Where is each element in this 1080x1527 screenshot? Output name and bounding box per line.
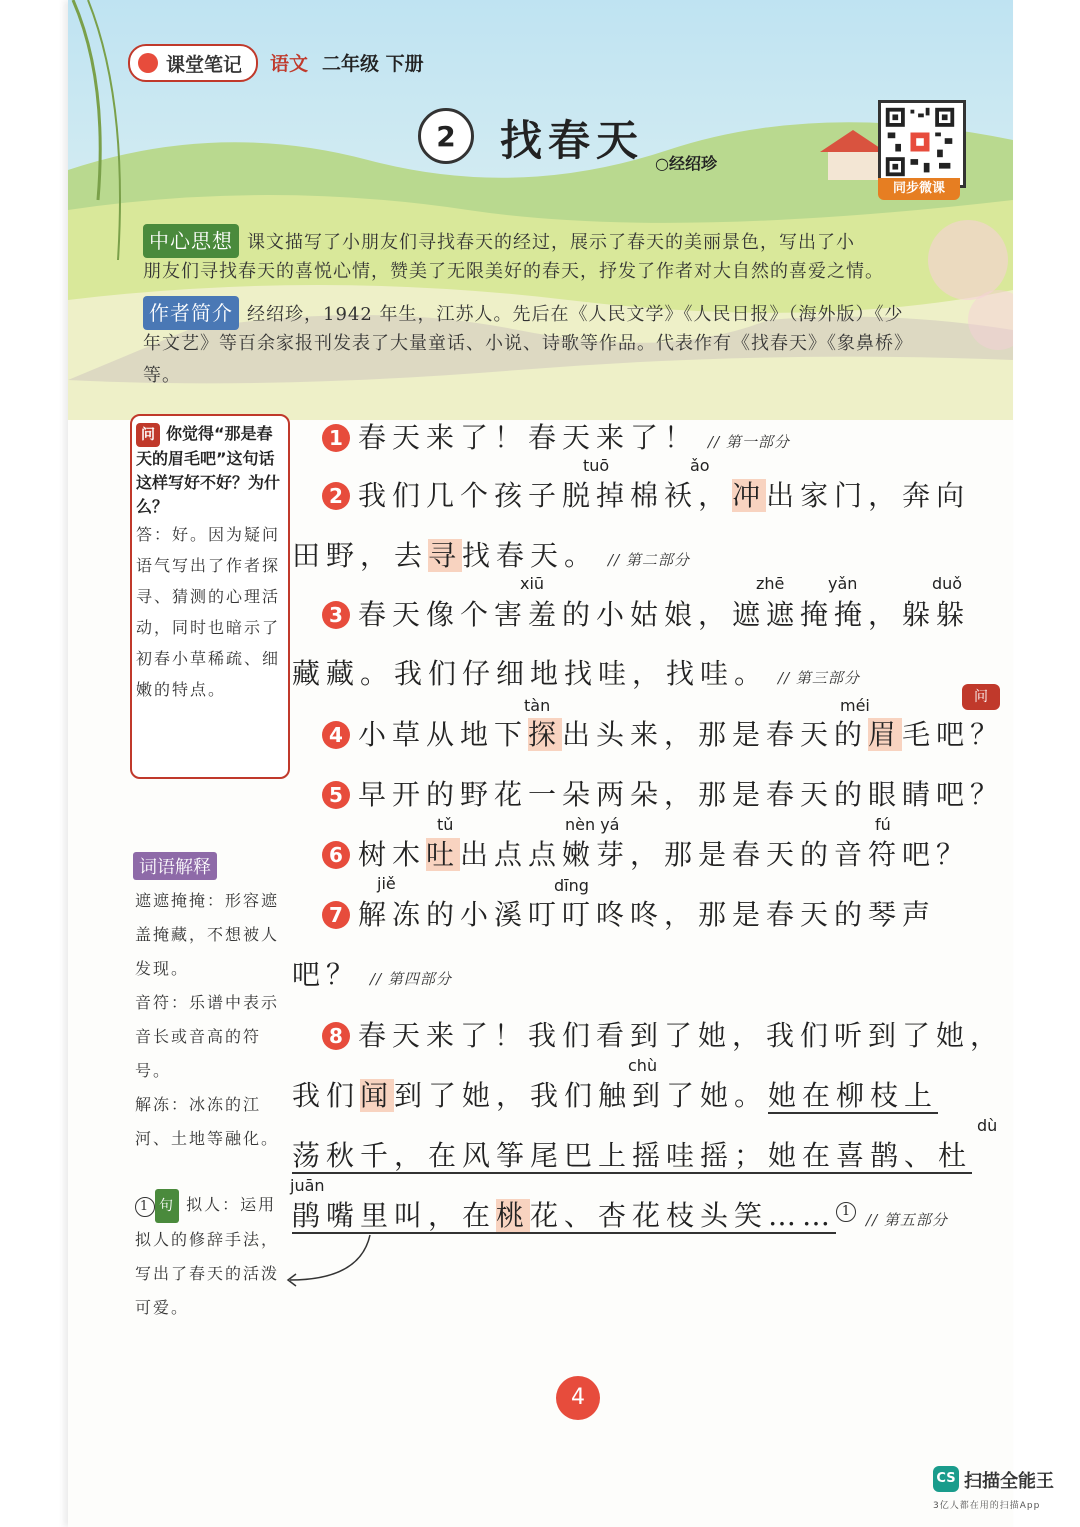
para-text: ， [698,479,733,512]
lesson-title: 找春天 [500,116,645,165]
scanner-tagline: 3亿人都在用的扫描App [933,1501,1041,1511]
paragraph-6 [322,833,970,873]
para-text: 吧？ [292,958,361,991]
note-arrow-icon [280,1230,380,1290]
para-text: 脱 [562,479,597,512]
answer-text: 答：好。因为疑问语气写出了作者探寻、猜测的心理活动，同时也暗示了初春小草稀疏、细嫩的特点。 [136,525,281,699]
pinyin: jiě [377,874,396,893]
part-label: // 第二部分 [608,551,690,569]
highlight-char: 吐 [426,838,461,871]
para-text: 解冻的小溪叮叮咚咚，那是春天的琴声 [358,898,937,931]
author-text-3: 等。 [143,365,181,386]
theme-text-2: 朋友们寻找春天的喜悦心情，赞美了无限美好的春天，抒发了作者对大自然的喜爱之情。 [143,261,884,282]
paragraph-3-line-2 [292,652,860,692]
para-text: 我们几个孩子 [358,479,563,512]
paragraph-5 [322,773,1004,813]
pinyin: ǎo [690,456,710,475]
part-label: // 第四部分 [370,970,452,988]
series-badge-label: 课堂笔记 [166,53,243,76]
pinyin: duǒ [932,574,963,593]
para-text: 出头来，那是春天的 [562,718,869,751]
paragraph-8-line-1 [322,1014,1004,1054]
pinyin: xiū [520,574,545,593]
para-text: 藏藏。我们仔细地找哇，找哇。 [292,657,769,690]
para-text: 找春天。 [462,539,599,572]
para-text: 小草从地下 [358,718,529,751]
paragraph-7-line-1 [322,893,936,933]
underlined-text: 荡秋千，在风筝尾巴上摇哇摇；她在喜鹊、杜 [292,1139,973,1172]
qr-code-label: 同步微课 [878,178,960,200]
pinyin: dù [977,1116,998,1135]
para-text: 袄 [664,479,699,512]
page-number: 4 [556,1376,600,1420]
theme-text-1: 课文描写了小朋友们寻找春天的经过，展示了春天的美丽景色，写出了小 [247,232,855,253]
theme-line-1 [143,224,855,259]
para-text: 春天来了！我们看到了她，我们听到了她， [358,1019,1005,1052]
pinyin: méi [840,696,870,715]
para-number: 3 [322,601,350,629]
paragraph-8-line-4 [292,1194,948,1234]
scanner-app-name: 扫描全能王 [964,1471,1054,1492]
question-tag: 问 [136,423,160,447]
paragraph-1 [322,416,790,456]
pinyin: dīng [554,876,589,895]
para-number: 6 [322,841,350,869]
para-number: 5 [322,781,350,809]
theme-tag: 中心思想 [143,224,239,258]
qr-code-icon[interactable] [878,100,966,188]
pinyin: zhē [756,574,785,593]
underlined-text-wrap [292,1199,836,1234]
grade-label: 二年级 下册 [322,53,424,75]
para-text: 早开的野花一朵两朵，那是春天的眼睛吧？ [358,778,1005,811]
vocab-tag: 词语解释 [133,852,217,880]
author-text-2: 年文艺》等百余家报刊发表了大量童话、小说、诗歌等作品。代表作有《找春天》《象鼻桥》 [143,333,913,354]
para-text: 到了她，我们触到了她。 [394,1079,769,1112]
para-number: 1 [322,424,350,452]
para-text: 掉棉 [596,479,665,512]
pinyin: juān [290,1176,325,1195]
paragraph-8-line-3 [292,1134,972,1174]
para-number: 7 [322,901,350,929]
highlight-char: 眉 [868,718,903,751]
vocab-list [135,884,287,1156]
highlight-char: 桃 [496,1199,531,1232]
badge-dot-icon [138,53,158,73]
part-label: // 第一部分 [708,433,790,451]
pinyin: nèn yá [565,815,620,834]
paragraph-8-line-2 [292,1074,938,1114]
sentence-marker: 1 [836,1202,856,1222]
paragraph-2-line-2 [292,534,690,574]
para-text: 出家门，奔向 [766,479,971,512]
vocab-item: 音符：乐谱中表示音长或音高的符号。 [135,993,280,1080]
lesson-number: 2 [418,108,474,164]
paragraph-7-line-2 [292,953,452,993]
scanner-logo-icon: CS [933,1466,959,1492]
paragraph-2-line-1 [322,474,970,514]
paragraph-3-line-1 [322,593,970,633]
author-line-1 [143,296,904,331]
pinyin: yǎn [828,574,858,593]
paragraph-4 [322,713,1004,753]
para-number: 2 [322,482,350,510]
pinyin: chù [628,1056,658,1075]
para-number: 8 [322,1022,350,1050]
lesson-author: ○经绍珍 [655,154,717,173]
para-number: 4 [322,721,350,749]
author-text-1: 经绍珍，1942 年生，江苏人。先后在《人民文学》《人民日报》（海外版）《少 [247,304,904,325]
question-text: 你觉得“那是春天的眉毛吧”这句话这样写好不好？为什么？ [136,424,281,516]
pinyin: tuō [583,456,610,475]
para-text: 我们 [292,1079,361,1112]
underlined-text: 她在柳枝上 [768,1079,939,1112]
para-text: 树木 [358,838,427,871]
note-number: 1 [135,1197,155,1217]
para-text: 春天来了！春天来了！ [358,421,699,454]
part-label: // 第三部分 [778,669,860,687]
pinyin: tàn [524,696,551,715]
para-text: 田野，去 [292,539,429,572]
para-text: 出点点嫩芽，那是春天的音符吧？ [460,838,971,871]
pinyin: tǔ [437,815,454,834]
highlight-char: 探 [528,718,563,751]
highlight-char: 闻 [360,1079,395,1112]
question-marker-icon: 问 [962,684,1000,710]
underlined-text: 鹃嘴里叫，在 [292,1199,497,1232]
vocab-item: 遮遮掩掩：形容遮盖掩藏，不想被人发现。 [135,891,280,978]
series-badge [128,44,258,82]
para-text: 毛吧？ [902,718,1005,751]
part-label: // 第五部分 [866,1211,948,1229]
underlined-text: 花、杏花枝头笑…… [530,1199,837,1232]
note-tag: 句 [155,1189,179,1223]
vocab-item: 解冻：冰冻的江河、土地等融化。 [135,1095,280,1148]
sentence-note [135,1188,287,1325]
highlight-char: 冲 [732,479,767,512]
highlight-char: 寻 [428,539,463,572]
note-text: 拟人：运用拟人的修辞手法，写出了春天的活泼可爱。 [135,1195,280,1317]
author-tag: 作者简介 [143,296,239,330]
subject-label: 语文 [270,53,309,75]
pinyin: fú [875,815,891,834]
para-text: 春天像个害羞的小姑娘，遮遮掩掩，躲躲 [358,598,971,631]
question-box [130,414,290,779]
question-text-wrap [136,422,284,519]
